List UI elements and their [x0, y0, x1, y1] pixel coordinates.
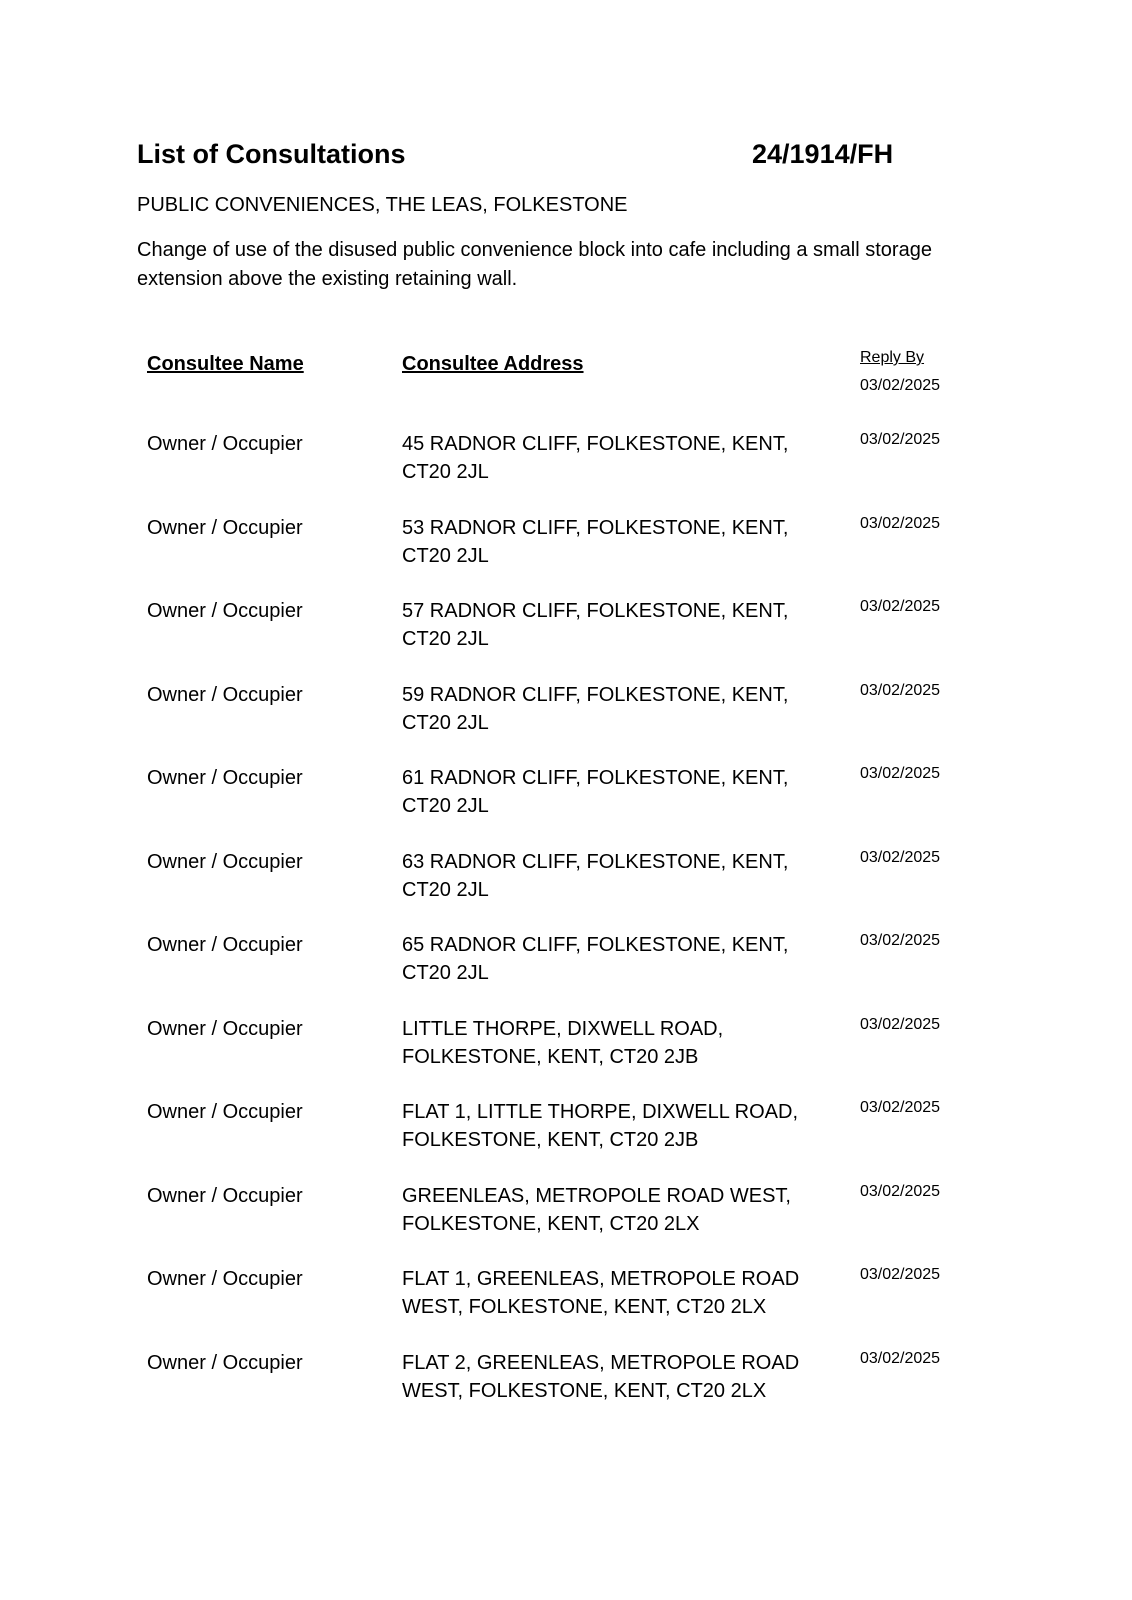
consultee-name: Owner / Occupier — [147, 516, 303, 539]
table-row — [0, 514, 1132, 598]
consultee-name: Owner / Occupier — [147, 850, 303, 873]
column-header-reply-date: 03/02/2025 — [860, 377, 941, 394]
table-row — [0, 681, 1132, 765]
column-header-reply — [860, 348, 980, 396]
table-row — [0, 597, 1132, 681]
table-row — [0, 1265, 1132, 1349]
consultee-name: Owner / Occupier — [147, 767, 303, 789]
proposal-description: Change of use of the disused public convenience block into cafe including a small storage extension above the existing retaining wall. — [137, 239, 932, 290]
consultee-address: LITTLE THORPE, DIXWELL ROAD, FOLKESTONE, KENT, CT20 2JB — [402, 1017, 724, 1068]
reply-by-date: 03/02/2025 — [860, 431, 941, 448]
consultee-address: 63 RADNOR CLIFF, FOLKESTONE, KENT, CT20 2JL — [402, 850, 789, 901]
consultee-name: Owner / Occupier — [147, 600, 303, 622]
reply-by-date: 03/02/2025 — [860, 765, 941, 782]
consultee-name: Owner / Occupier — [147, 1268, 303, 1290]
reply-by-date: 03/02/2025 — [860, 1349, 941, 1367]
site-location: PUBLIC CONVENIENCES, THE LEAS, FOLKESTONE — [137, 194, 628, 216]
reply-by-date: 03/02/2025 — [860, 1266, 941, 1283]
consultee-address: 53 RADNOR CLIFF, FOLKESTONE, KENT, CT20 2JL — [402, 516, 789, 567]
reply-by-date: 03/02/2025 — [860, 681, 941, 699]
consultee-name: Owner / Occupier — [147, 683, 303, 706]
consultee-address: 61 RADNOR CLIFF, FOLKESTONE, KENT, CT20 2JL — [402, 767, 789, 817]
application-reference: 24/1914/FH — [752, 139, 894, 169]
reply-by-date: 03/02/2025 — [860, 1015, 941, 1033]
reply-by-date: 03/02/2025 — [860, 598, 941, 615]
reply-by-date: 03/02/2025 — [860, 1099, 941, 1116]
reply-by-date: 03/02/2025 — [860, 514, 941, 532]
consultee-table — [0, 430, 1132, 1432]
reply-by-date: 03/02/2025 — [860, 1182, 941, 1200]
consultee-address: 45 RADNOR CLIFF, FOLKESTONE, KENT, CT20 2JL — [402, 433, 789, 483]
consultee-address: FLAT 2, GREENLEAS, METROPOLE ROAD WEST, FOLKESTONE, KENT, CT20 2LX — [402, 1351, 800, 1402]
consultee-name: Owner / Occupier — [147, 1351, 303, 1374]
consultee-address: GREENLEAS, METROPOLE ROAD WEST, FOLKESTONE, KENT, CT20 2LX — [402, 1184, 791, 1235]
table-row — [0, 931, 1132, 1015]
consultee-name: Owner / Occupier — [147, 1017, 303, 1040]
column-header-address: Consultee Address — [402, 353, 584, 375]
consultee-address: 59 RADNOR CLIFF, FOLKESTONE, KENT, CT20 2JL — [402, 683, 789, 734]
reply-by-date: 03/02/2025 — [860, 932, 941, 949]
table-row — [0, 1015, 1132, 1099]
column-header-name: Consultee Name — [147, 353, 304, 375]
consultee-name: Owner / Occupier — [147, 934, 303, 956]
consultee-address: FLAT 1, GREENLEAS, METROPOLE ROAD WEST, FOLKESTONE, KENT, CT20 2LX — [402, 1268, 800, 1318]
column-header-reply-label: Reply By — [860, 349, 925, 366]
table-row — [0, 764, 1132, 848]
consultee-name: Owner / Occupier — [147, 1101, 303, 1123]
reply-by-date: 03/02/2025 — [860, 848, 941, 866]
table-row — [0, 430, 1132, 514]
table-row — [0, 1182, 1132, 1266]
document-title: List of Consultations — [137, 139, 406, 169]
consultee-address: 65 RADNOR CLIFF, FOLKESTONE, KENT, CT20 2JL — [402, 934, 789, 984]
table-row — [0, 1349, 1132, 1433]
consultee-name: Owner / Occupier — [147, 433, 303, 455]
table-row — [0, 1098, 1132, 1182]
consultee-name: Owner / Occupier — [147, 1184, 303, 1207]
consultee-address: 57 RADNOR CLIFF, FOLKESTONE, KENT, CT20 2JL — [402, 600, 789, 650]
table-row — [0, 848, 1132, 932]
consultee-address: FLAT 1, LITTLE THORPE, DIXWELL ROAD, FOLKESTONE, KENT, CT20 2JB — [402, 1101, 799, 1151]
